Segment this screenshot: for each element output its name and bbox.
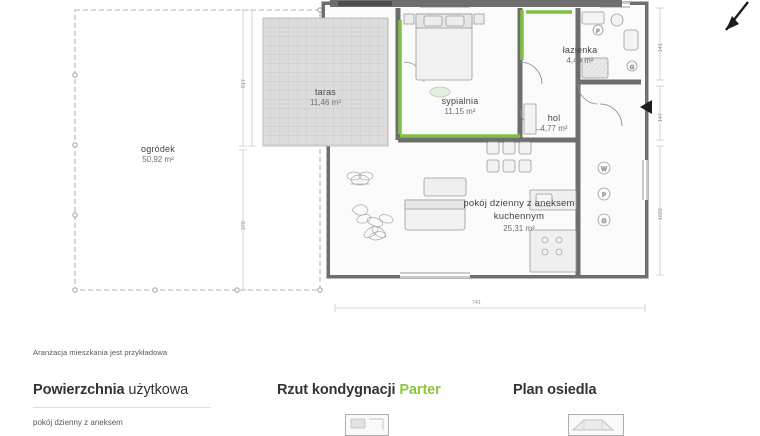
room-label-sypialnia: sypialnia 11,15 m² xyxy=(441,96,479,117)
footer-column-rule xyxy=(33,407,211,408)
dimension-left-lower: 378 xyxy=(241,221,247,230)
dimension-bottom: 741 xyxy=(472,300,481,306)
footer-bar xyxy=(0,330,760,428)
col1-title-strong: Powierzchnia xyxy=(33,382,125,398)
roof-structure xyxy=(330,0,622,7)
room-label-ogrodek: ogródek 50,92 m² xyxy=(141,144,175,165)
svg-text:G: G xyxy=(629,65,635,71)
svg-text:W: W xyxy=(601,167,607,173)
footer-column-title-rzut[interactable] xyxy=(277,382,441,398)
svg-text:P: P xyxy=(601,193,607,199)
dimension-right-bottom: 1022 xyxy=(658,208,664,220)
col2-title-accent: Parter xyxy=(399,382,441,398)
terrace-area xyxy=(263,18,388,146)
floor-thumbnail-icon[interactable] xyxy=(345,414,389,436)
footer-column-title-osiedle[interactable] xyxy=(513,382,596,398)
footer-column-title-powierzchnia xyxy=(33,382,188,398)
room-label-taras: taras 11,46 m² xyxy=(310,87,341,108)
col1-title-light: użytkowa xyxy=(128,382,189,398)
dimension-right-mid: 147 xyxy=(658,113,664,122)
area-row-label: pokój dzienny z aneksem xyxy=(33,418,123,427)
room-label-hol: hol 4,77 m² xyxy=(540,113,568,134)
col3-title-strong: Plan osiedla xyxy=(513,382,597,398)
estate-plan-thumbnail-icon[interactable] xyxy=(568,414,624,436)
room-label-pokoj-dzienny: pokój dzienny z aneksem kuchennym 25,31 m² xyxy=(463,198,575,233)
dimension-right-top: 141 xyxy=(658,43,664,52)
room-label-lazienka: łazienka 4,49 m² xyxy=(562,45,598,66)
svg-text:P: P xyxy=(596,29,600,35)
col2-title-strong: Rzut kondygnacji xyxy=(277,382,396,398)
svg-text:G: G xyxy=(601,219,607,225)
north-arrow-icon xyxy=(686,0,752,36)
disclaimer-text: Aranżacja mieszkania jest przykładowa xyxy=(33,348,168,357)
dimension-left-upper: 517 xyxy=(241,79,247,88)
